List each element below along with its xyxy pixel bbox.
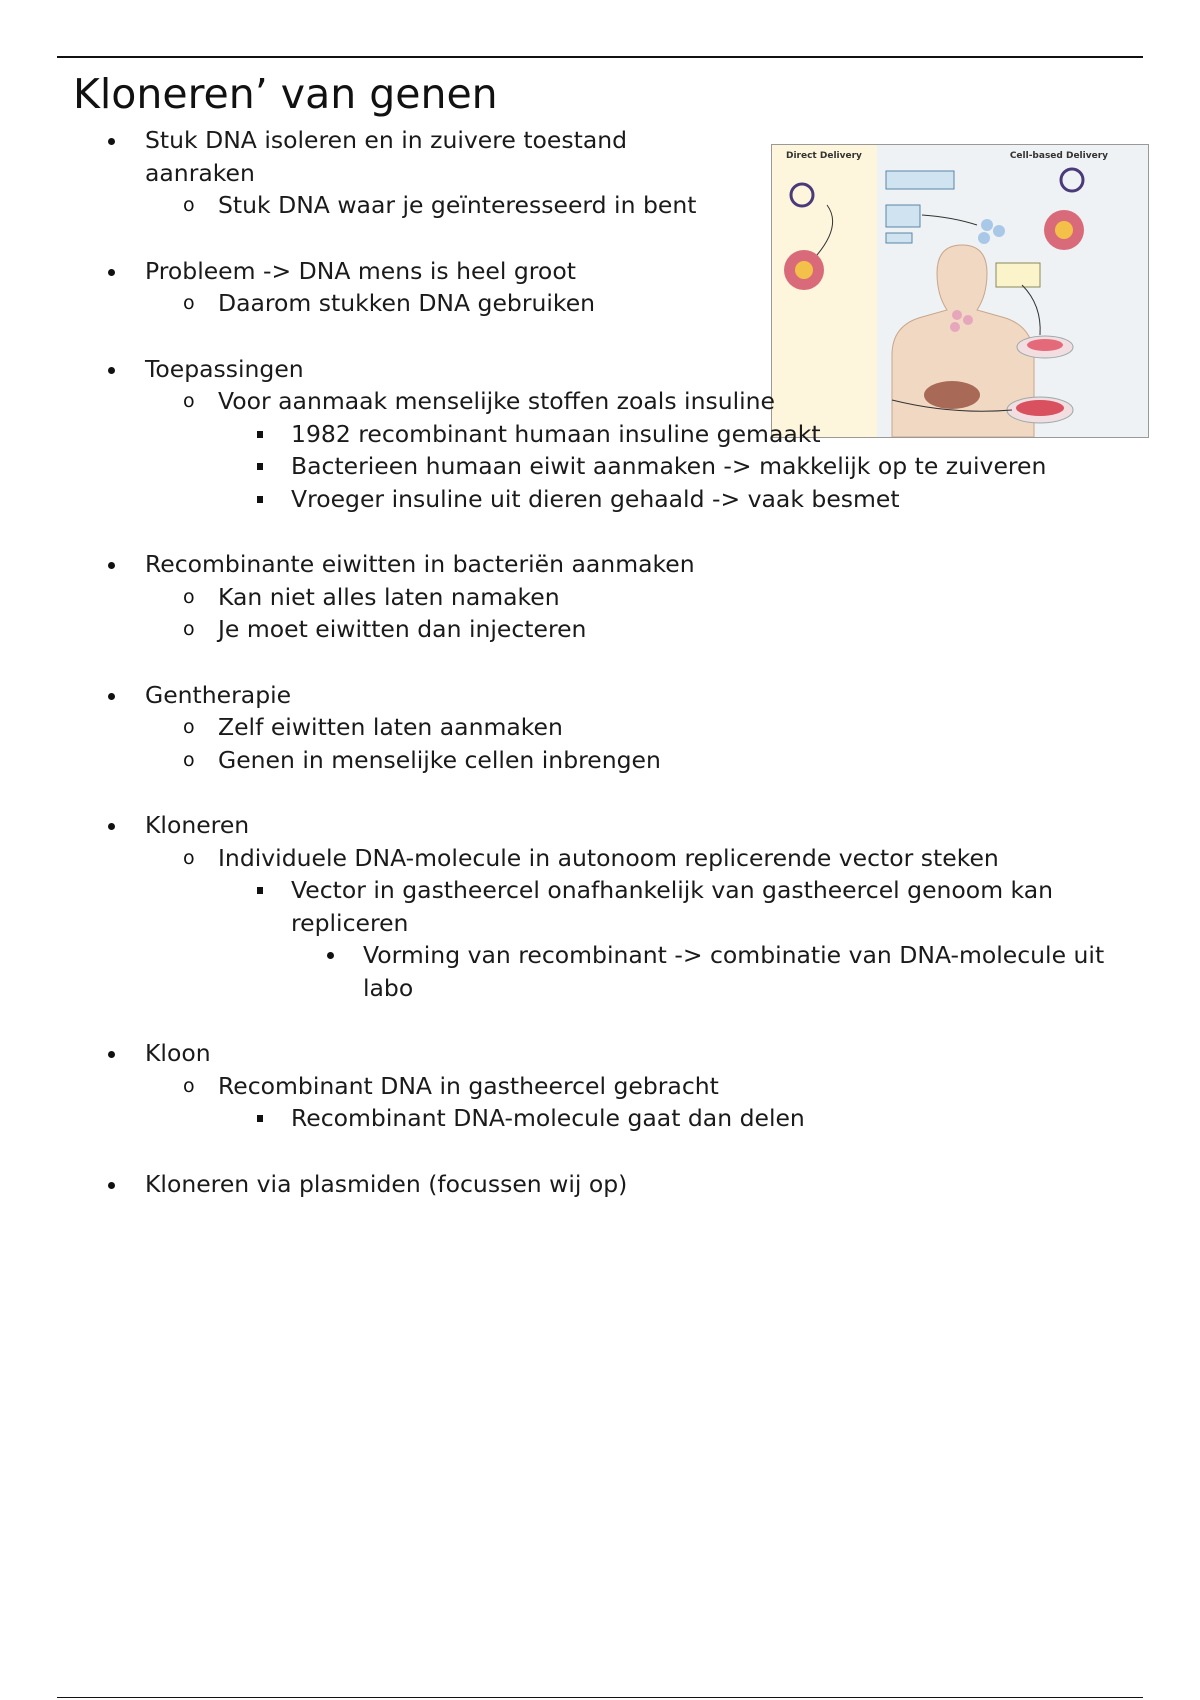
bullet-square-icon xyxy=(257,463,263,470)
bullet-circle-icon: o xyxy=(183,618,195,640)
bullet-square-icon xyxy=(257,431,263,438)
list-item: Vroeger insuline uit dieren gehaald -> vaak besmet xyxy=(0,483,1200,516)
list-item: Stuk DNA isoleren en in zuivere toestand aanraken xyxy=(0,124,665,189)
bullet-dot-icon xyxy=(327,952,334,959)
list-item: Vector in gastheercel onafhankelijk van gastheercel genoom kan repliceren xyxy=(0,874,1091,939)
footer-rule xyxy=(57,1697,1143,1698)
section-kloneren xyxy=(0,809,1200,1004)
bullet-circle-icon: o xyxy=(183,1074,195,1097)
bullet-square-icon xyxy=(257,496,263,503)
section-plasmiden xyxy=(0,1168,1200,1201)
section-kloon xyxy=(0,1037,1200,1135)
bullet-circle-icon: o xyxy=(183,390,195,412)
bullet-dot-icon xyxy=(108,693,115,700)
list-item: Kloneren xyxy=(0,809,1200,842)
notes-list xyxy=(0,124,1200,1233)
figure-label-cell: Cell-based Delivery xyxy=(1009,151,1108,161)
list-item: o Genen in menselijke cellen inbrengen xyxy=(183,745,661,774)
section-probleem xyxy=(0,255,1200,320)
list-item: o Stuk DNA waar je geïnteresseerd in bent xyxy=(183,191,697,219)
list-item: o Individuele DNA-molecule in autonoom replicerende vector steken xyxy=(183,843,999,872)
list-item: Gentherapie xyxy=(0,679,1200,712)
list-item: Kloneren via plasmiden (focussen wij op) xyxy=(0,1168,1200,1201)
page-title: Kloneren’ van genen xyxy=(73,70,498,118)
list-item: Recombinante eiwitten in bacteriën aanmaken xyxy=(0,548,1200,581)
list-item: 1982 recombinant humaan insuline gemaakt xyxy=(0,418,1200,451)
bullet-dot-icon xyxy=(108,823,115,830)
figure-label-direct: Direct Delivery xyxy=(786,151,862,161)
bullet-dot-icon xyxy=(108,367,115,374)
list-item: Toepassingen xyxy=(0,353,1200,386)
section-isoleren xyxy=(0,124,1200,222)
list-item: Probleem -> DNA mens is heel groot xyxy=(0,255,1200,288)
list-item: o Recombinant DNA in gastheercel gebracht xyxy=(183,1071,719,1100)
list-item: Kloon xyxy=(0,1037,1200,1070)
bullet-square-icon xyxy=(257,887,263,894)
list-item: Vorming van recombinant -> combinatie van DNA-molecule uit labo xyxy=(0,939,1143,1004)
bullet-circle-icon: o xyxy=(183,194,195,216)
bullet-dot-icon xyxy=(108,1182,115,1189)
bullet-circle-icon: o xyxy=(183,846,195,869)
list-item: o Kan niet alles laten namaken xyxy=(183,582,560,611)
bullet-dot-icon xyxy=(108,138,115,145)
section-recombinante-eiwitten xyxy=(0,548,1200,646)
list-item: Bacterieen humaan eiwit aanmaken -> makkelijk op te zuiveren xyxy=(0,450,1200,483)
list-item: o Zelf eiwitten laten aanmaken xyxy=(183,713,563,741)
bullet-square-icon xyxy=(257,1115,263,1122)
section-toepassingen xyxy=(0,353,1200,516)
bullet-circle-icon: o xyxy=(183,748,195,771)
bullet-circle-icon: o xyxy=(183,716,195,738)
header-rule xyxy=(57,56,1143,58)
list-item: o Daarom stukken DNA gebruiken xyxy=(183,289,596,317)
bullet-circle-icon: o xyxy=(183,292,195,314)
list-item: o Je moet eiwitten dan injecteren xyxy=(183,615,587,643)
bullet-dot-icon xyxy=(108,562,115,569)
bullet-dot-icon xyxy=(108,1051,115,1058)
list-item: o Voor aanmaak menselijke stoffen zoals insuline xyxy=(183,387,776,415)
bullet-circle-icon: o xyxy=(183,585,195,608)
list-item: Recombinant DNA-molecule gaat dan delen xyxy=(0,1102,1200,1135)
section-gentherapie xyxy=(0,679,1200,777)
bullet-dot-icon xyxy=(108,269,115,276)
